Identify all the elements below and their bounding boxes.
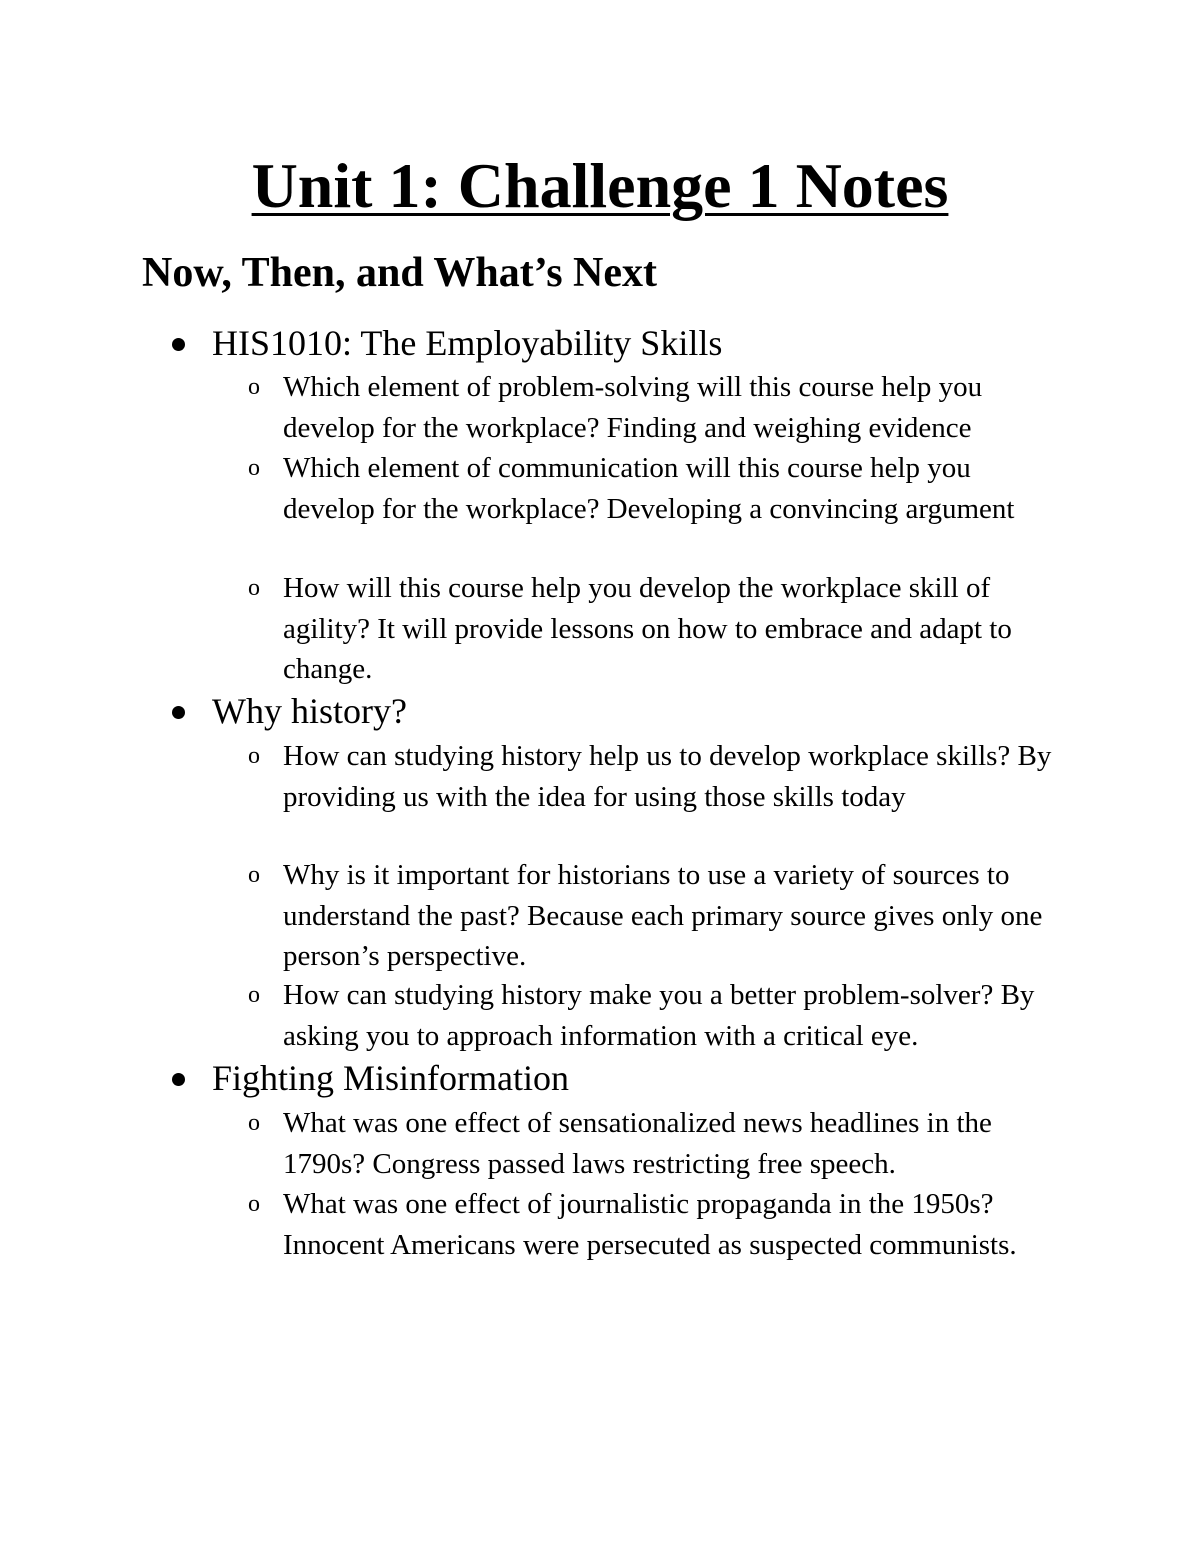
section-heading: Fighting Misinformation (212, 1058, 570, 1098)
bullet-icon (172, 706, 185, 719)
sub-bullet-icon: o (248, 1110, 260, 1136)
sub-bullet-icon: o (248, 455, 260, 481)
bullet-icon (172, 1073, 185, 1086)
page-title: Unit 1: Challenge 1 Notes (251, 150, 949, 221)
list-item: How can studying history help us to develop workplace skills? By providing us with the idea for using those skills today (283, 740, 1052, 813)
list-item: How can studying history make you a better problem-solver? By asking you to approach information with a critical eye. (283, 979, 1035, 1052)
section-heading: HIS1010: The Employability Skills (212, 323, 723, 363)
sub-bullet-icon: o (248, 374, 260, 400)
sub-bullet-icon: o (248, 982, 260, 1008)
list-item: Which element of problem-solving will this course help you develop for the workplace? Finding and weighing evidence (283, 371, 983, 444)
list-item: How will this course help you develop the workplace skill of agility? It will provide lessons on how to embrace and adapt to change. (283, 572, 1012, 685)
sub-bullet-icon: o (248, 743, 260, 769)
section-subtitle: Now, Then, and What’s Next (142, 250, 657, 296)
list-item: Why is it important for historians to use a variety of sources to understand the past? Because each primary source gives only one person’s perspective. (283, 859, 1043, 972)
list-item: What was one effect of journalistic propaganda in the 1950s? Innocent Americans were persecuted as suspected communists. (283, 1188, 1017, 1261)
bullet-icon (172, 338, 185, 351)
list-item: Which element of communication will this course help you develop for the workplace? Developing a convincing argument (283, 452, 1015, 525)
section-heading: Why history? (212, 691, 407, 731)
sub-bullet-icon: o (248, 575, 260, 601)
sub-bullet-icon: o (248, 1191, 260, 1217)
list-item: What was one effect of sensationalized news headlines in the 1790s? Congress passed laws restricting free speech. (283, 1107, 992, 1180)
sub-bullet-icon: o (248, 862, 260, 888)
